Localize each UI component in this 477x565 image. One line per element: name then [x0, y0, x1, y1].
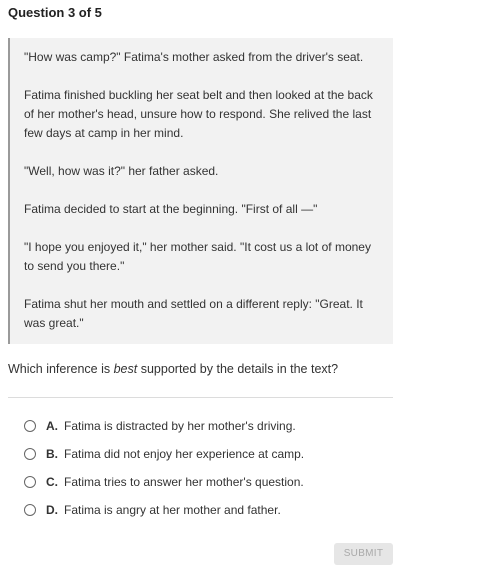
- choice-letter: A.: [46, 419, 58, 433]
- divider: [8, 397, 393, 398]
- choice-text: Fatima did not enjoy her experience at camp.: [64, 447, 305, 461]
- passage-paragraph: Fatima decided to start at the beginning. "First of all —": [24, 202, 318, 216]
- radio-button-d[interactable]: [24, 504, 36, 516]
- passage-paragraph: Fatima shut her mouth and settled on a different reply: "Great. It was great.": [24, 297, 363, 330]
- choice-letter: D.: [46, 503, 58, 517]
- passage-paragraph: "Well, how was it?" her father asked.: [24, 164, 219, 178]
- question-prompt: [8, 362, 338, 376]
- passage-paragraph: "How was camp?" Fatima's mother asked from the driver's seat.: [24, 50, 364, 64]
- choice-letter: B.: [46, 447, 58, 461]
- radio-button-b[interactable]: [24, 448, 36, 460]
- answer-choice-d[interactable]: [24, 496, 304, 524]
- submit-button[interactable]: SUBMIT: [334, 543, 393, 565]
- question-counter: Question 3 of 5: [8, 5, 102, 20]
- prompt-text-start: Which inference is: [8, 362, 114, 376]
- choice-text: Fatima tries to answer her mother's question.: [64, 475, 304, 489]
- choice-text: Fatima is distracted by her mother's driving.: [64, 419, 296, 433]
- radio-button-c[interactable]: [24, 476, 36, 488]
- answer-choice-a[interactable]: [24, 412, 304, 440]
- prompt-emphasis: best: [113, 362, 138, 376]
- radio-button-a[interactable]: [24, 420, 36, 432]
- choice-text: Fatima is angry at her mother and father.: [64, 503, 281, 517]
- answer-choice-b[interactable]: [24, 440, 304, 468]
- answer-choice-c[interactable]: [24, 468, 304, 496]
- reading-passage: [8, 38, 393, 344]
- answer-choices: [24, 412, 304, 524]
- choice-letter: C.: [46, 475, 58, 489]
- passage-paragraph: "I hope you enjoyed it," her mother said. "It cost us a lot of money to send you there.": [24, 240, 371, 273]
- passage-paragraph: Fatima finished buckling her seat belt and then looked at the back of her mother's head, unsure how to respond. She relived the last few days at camp in her mind.: [24, 88, 373, 140]
- prompt-text-end: supported by the details in the text?: [137, 362, 339, 376]
